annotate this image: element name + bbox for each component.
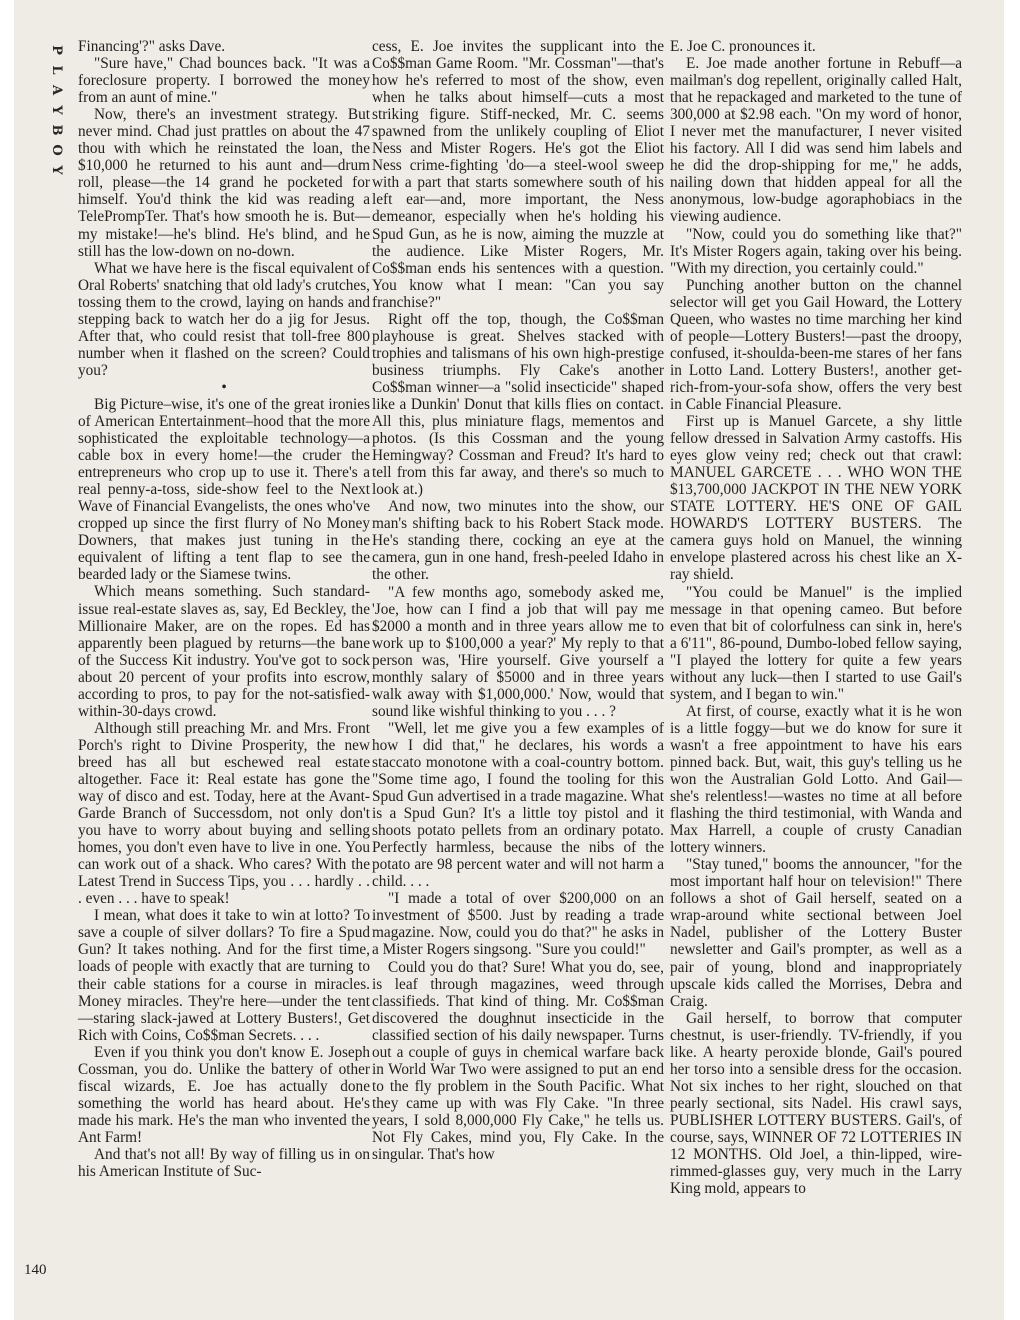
paragraph: "Well, let me give you a few examples of how I did that," he declares, his words a staccato monotone with a coal-country bottom. "Some time ago, I found the tooling for this Spud Gun advertised in a trade magazine. What is a Spud Gun? It's a little toy pistol and it shoots potato pellets from an ordinary potato. Perfectly harmless, because the nibs of the potato are 98 percent water and will not harm a child. . . . <box>372 719 664 891</box>
paragraph: Gail herself, to borrow that computer chestnut, is user-friendly. TV-friendly, if you like. A hearty peroxide blonde, Gail's poured her torso into a sensible dress for the occasion. Not six inches to her right, slouched on that pearly sectional, sits Nadel. His crawl says, PUBLISHER LOTTERY BUSTERS. Gail's, of course, says, WINNER OF 72 LOTTERIES IN 12 MONTHS. Old Joel, a thin-lipped, wire-rimmed-glasses guy, very much in the Larry King mold, appears to <box>670 1009 962 1198</box>
masthead-letter: B <box>49 124 64 136</box>
paragraph: "Stay tuned," booms the announcer, "for the most important half hour on television!" There follows a shot of Gail herself, seated on a wrap-around white sectional between Joel Nadel, publisher of the Lottery Buster newsletter and Gail's prompter, as well as a pair of young, blond and inappropriately upscale kids called the Morrises, Debra and Craig. <box>670 856 962 1010</box>
paragraph: At first, of course, exactly what it is he won is a little foggy—but we do know for sure it wasn't a free appointment to have his ears pinned back. But, wait, this guy's telling us he won the Australian Gold Lotto. And Gail—she's relentless!—wastes no time at all before flashing the third testimonial, with Wanda and Max Harrell, a couple of crusty Canadian lottery winners. <box>670 702 962 857</box>
text-column-3 <box>670 38 962 1197</box>
paragraph: Right off the top, though, the Co$$man playhouse is great. Shelves stacked with trophies and talismans of his own high-prestige business triumphs. Fly Cake's another Co$$man winner—a "solid insecticide" shaped like a Dunkin' Donut that kills flies on contact. All this, plus miniature flags, mementos and photos. (Is this Cossman and the young Hemingway? Cossman and Freud? It's hard to tell from this far away, and there's so much to look at.) <box>372 310 664 499</box>
masthead-vertical <box>46 40 66 180</box>
paragraph: Could you do that? Sure! What you do, see, is leaf through magazines, weed through classifieds. That kind of thing. Mr. Co$$man discovered the doughnut insecticide in the classified section of his daily newspaper. Turns out a couple of guys in chemical warfare back in World War Two were assigned to put an end to the fly problem in the South Pacific. What they came up with was Fly Cake. "In three years, I sold 8,000,000 Fly Cake," he tells us. Not Fly Cakes, mind you, Fly Cake. In the singular. That's how <box>372 958 664 1164</box>
paragraph: Now, there's an investment strategy. But never mind. Chad just prattles on about the 47 thou with which he reinstated the loan, the $10,000 he returned to his aunt and—drum roll, please—the 14 grand he pocketed for himself. You'd think the kid was reading a TelePrompTer. That's how smooth he is. But—my mistake!—he's blind. He's blind, and he still has the low-down on no-down. <box>78 106 370 260</box>
paragraph: I mean, what does it take to win at lotto? To save a couple of silver dollars? To fire a Spud Gun? It takes nothing. And for the first time, loads of people with exactly that are turning to their cable stations for a course in miracles. Money miracles. They're here—under the tent—staring slack-jawed at Lottery Busters!, Get Rich with Coins, Co$$man Secrets. . . . <box>78 907 370 1044</box>
paragraph: "You could be Manuel" is the implied message in that opening cameo. But before even that bit of colorfulness can sink in, here's a 6'11", 86-pound, Dumbo-lobed fellow saying, "I played the lottery for quite a few years without any luck—then I started to use Gail's system, and I began to win." <box>670 583 962 703</box>
paragraph: And that's not all! By way of filling us in on his American Institute of Suc- <box>78 1146 370 1181</box>
paragraph: E. Joe made another fortune in Rebuff—a mailman's dog repellent, originally called Halt, that he repackaged and marketed to the tune of 300,000 at $2.98 each. "On my word of honor, I never met the manufacturer, I never visited his factory. All I did was send him labels and he did the drop-shipping for me," he adds, nailing down that hidden appeal for all the anonymous, low-budge agoraphobiacs in the viewing audience. <box>670 55 962 226</box>
paragraph: Even if you think you don't know E. Joseph Cossman, you do. Unlike the battery of other fiscal wizards, E. Joe has actually done something the world has heard about. He's made his mark. He's the man who invented the Ant Farm! <box>78 1043 370 1146</box>
masthead-letter: Y <box>49 105 64 115</box>
paragraph: First up is Manuel Garcete, a shy little fellow dressed in Salvation Army castoffs. His eyes glow veiny red; check out that crawl: MANUEL GARCETE . . . WHO WON THE $13,700,000 JACKPOT IN THE NEW YORK STATE LOTTERY. HE'S ONE OF GAIL HOWARD'S LOTTERY BUSTERS. The camera guys hold on Manuel, the winning envelope plastered across his chest like an X-ray shield. <box>670 413 962 584</box>
paragraph: "Sure have," Chad bounces back. "It was a foreclosure property. I borrowed the money from an aunt of mine." <box>78 55 370 107</box>
section-bullet: • <box>221 378 227 396</box>
paragraph: Which means something. Such standard-issue real-estate slaves as, say, Ed Beckley, the Millionaire Maker, are on the ropes. Ed has apparently been plagued by returns—the bane of the Success Kit industry. You've got to sock about 20 percent of your profits into escrow, according to pros, to pay for the not-satisfied-within-30-days crowd. <box>78 583 370 720</box>
text-column-2 <box>372 38 664 1163</box>
paragraph: "I made a total of over $200,000 on an investment of $500. Just by reading a trade magazine. Now, could you do that?" he asks in a Mister Rogers singsong. "Sure you could!" <box>372 890 664 959</box>
masthead-letter: L <box>49 65 64 75</box>
text-column-1 <box>78 38 370 1180</box>
magazine-page <box>14 0 1004 1320</box>
paragraph: Punching another button on the channel selector will get you Gail Howard, the Lottery Queen, who wastes no time marching her kind of people—Lottery Busters!—past the droopy, confused, it-shoulda-been-me stares of her fans in Lotto Land. Lottery Busters!, another get-rich-from-your-sofa show, offers the very best in Cable Financial Pleasure. <box>670 276 962 413</box>
page-number: 140 <box>24 1262 47 1278</box>
paragraph: "A few months ago, somebody asked me, 'Joe, how can I find a job that will pay me $2000 a month and in three years allow me to work up to $100,000 a year?' My reply to that person was, 'Hire yourself. Give yourself a monthly salary of $5000 and in three years walk away with $1,000,000.' Now, would that sound like wishful thinking to you . . . ? <box>372 583 664 720</box>
paragraph: Although still preaching Mr. and Mrs. Front Porch's right to Divine Prosperity, the new breed has all but eschewed real estate altogether. Face it: Real estate has gone the way of disco and est. Today, here at the Avant-Garde Branch of Successdom, not only don't you have to worry about buying and selling homes, you don't even have to live in one. You can work out of a shack. Who cares? With the Latest Trend in Success Tips, you . . . hardly . . . even . . . have to speak! <box>78 719 370 908</box>
paragraph: E. Joe C. pronounces it. <box>670 38 816 55</box>
paragraph: cess, E. Joe invites the supplicant into the Co$$man Game Room. "Mr. Cossman"—that's how he's referred to most of the show, even when he talks about himself—cuts a most striking figure. Stiff-necked, Mr. C. seems spawned from the unlikely coupling of Eliot Ness and Mister Rogers. He's got the Eliot Ness crime-fighting 'do—a steel-wool sweep with a part that starts somewhere south of his left ear—and, more important, the Ness demeanor, especially when he's holding his Spud Gun, as he is now, aiming the muzzle at the audience. Like Mister Rogers, Mr. Co$$man ends his sentences with a question. You know what I mean: "Can you say franchise?" <box>372 38 664 311</box>
paragraph: Big Picture–wise, it's one of the great ironies of American Entertainment–hood that the more sophisticated the exploitable technology—a cable box in every home!—the cruder the entrepreneurs who crop up to use it. There's a real penny-a-toss, side-show feel to the Next Wave of Financial Evangelists, the ones who've cropped up since the first flurry of No Money Downers, that makes just tuning in the equivalent of lifting a tent flap to see the bearded lady or the Siamese twins. <box>78 395 370 584</box>
masthead-letter: O <box>49 144 64 156</box>
masthead-letter: Y <box>49 165 64 175</box>
masthead-letter: A <box>49 84 64 96</box>
paragraph: And now, two minutes into the show, our man's shifting back to his Robert Stack mode. He's standing there, cocking an eye at the camera, gun in one hand, fresh-peeled Idaho in the other. <box>372 498 664 584</box>
paragraph: "Now, could you do something like that?" It's Mister Rogers again, taking over his being. "With my direction, you certainly could." <box>670 225 962 277</box>
paragraph: Financing'?" asks Dave. <box>78 38 226 55</box>
masthead-letter: P <box>49 45 64 55</box>
paragraph: What we have here is the fiscal equivalent of Oral Roberts' snatching that old lady's crutches, tossing them to the crowd, laying on hands and stepping back to watch her do a jig for Jesus. After that, who could resist that toll-free 800 number when it flashed on the screen? Could you? <box>78 259 370 379</box>
